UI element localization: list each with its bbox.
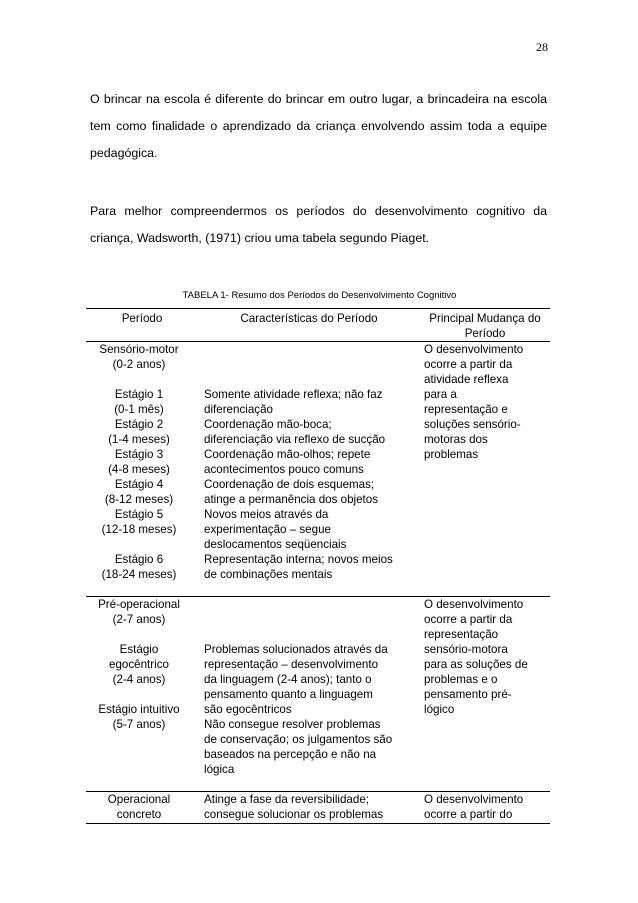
stage-line: Estágio 1 xyxy=(114,388,164,401)
mudanca-line: problemas e o xyxy=(424,673,498,686)
caracteristica-line: de combinações mentais xyxy=(204,568,333,581)
stage-line: Estágio 5 xyxy=(114,508,164,521)
mudanca-cell xyxy=(420,597,550,792)
caracteristica-line: diferenciação via reflexo de sucção xyxy=(204,433,386,446)
stage-line: Estágio intuitivo xyxy=(98,703,180,716)
caracteristica-line: da linguagem (2-4 anos); tanto o xyxy=(204,673,372,686)
periodo-title-line: Sensório-motor xyxy=(99,343,179,356)
caracteristica-line: Novos meios através da xyxy=(204,508,329,521)
cognitive-periods-table xyxy=(86,308,550,824)
stage-line: (18-24 meses) xyxy=(101,568,177,581)
header-periodo: Período xyxy=(86,309,198,342)
mudanca-line: problemas xyxy=(424,448,479,461)
caracteristica-line: lógica xyxy=(204,763,235,776)
caracteristica-line: Coordenação mão-olhos; repete xyxy=(204,448,371,461)
mudanca-line: para a xyxy=(424,388,457,401)
periodo-title-line: concreto xyxy=(116,808,162,821)
table-row-operacional-concreto xyxy=(86,792,550,824)
periodo-cell xyxy=(86,792,198,824)
mudanca-line: O desenvolvimento xyxy=(424,793,524,806)
caracteristica-line: experimentação – segue xyxy=(204,523,331,536)
caracteristica-line: deslocamentos seqüenciais xyxy=(204,538,347,551)
table-caption: TABELA 1- Resumo dos Períodos do Desenvolvimento Cognitivo xyxy=(182,290,457,301)
caracteristica-line: consegue solucionar os problemas xyxy=(204,808,384,821)
mudanca-line: para as soluções de xyxy=(424,658,528,671)
caracteristica-line: Atinge a fase da reversibilidade; xyxy=(204,793,369,806)
header-principal-mudanca: Principal Mudança do Período xyxy=(420,309,550,342)
mudanca-line: ocorre a partir do xyxy=(424,808,513,821)
caracteristica-line: Não consegue resolver problemas xyxy=(204,718,381,731)
mudanca-line: ocorre a partir da xyxy=(424,358,513,371)
stage-line: (12-18 meses) xyxy=(101,523,177,536)
periodo-title-line: Pré-operacional xyxy=(98,598,180,611)
caracteristica-line: são egocêntricos xyxy=(204,703,292,716)
periodo-cell xyxy=(86,597,198,792)
header-caracteristicas: Características do Período xyxy=(198,309,420,342)
stage-line: Estágio xyxy=(119,643,159,656)
caracteristica-line: representação – desenvolvimento xyxy=(204,658,379,671)
stage-line: Estágio 6 xyxy=(114,553,164,566)
caracteristica-line: de conservação; os julgamentos são xyxy=(204,733,393,746)
caracteristica-line: acontecimentos pouco comuns xyxy=(204,463,364,476)
caracteristica-line: Representação interna; novos meios xyxy=(204,553,393,566)
caracteristica-line: pensamento quanto a linguagem xyxy=(204,688,373,701)
caracteristica-line: Problemas solucionados através da xyxy=(204,643,388,656)
paragraph-table-reference: Para melhor compreendermos os períodos do desenvolvimento cognitivo da criança, Wadsworth, (1971) criou uma tabela segundo Piaget. xyxy=(90,204,547,245)
table-row-pre-operacional xyxy=(86,597,550,792)
stage-line: egocêntrico xyxy=(109,658,169,671)
caracteristicas-cell xyxy=(198,342,420,597)
mudanca-line: representação xyxy=(424,628,499,641)
mudanca-line: representação e xyxy=(424,403,508,416)
stage-line: Estágio 4 xyxy=(114,478,164,491)
stage-line: (5-7 anos) xyxy=(112,718,166,731)
mudanca-line: O desenvolvimento xyxy=(424,598,524,611)
periodo-cell xyxy=(86,342,198,597)
mudanca-line: soluções sensório- xyxy=(424,418,521,431)
stage-line: Estágio 2 xyxy=(114,418,164,431)
mudanca-line: O desenvolvimento xyxy=(424,343,524,356)
mudanca-line: atividade reflexa xyxy=(424,373,509,386)
caracteristicas-cell xyxy=(198,792,420,824)
periodo-title-line: Operacional xyxy=(107,793,171,806)
mudanca-line: ocorre a partir da xyxy=(424,613,513,626)
caracteristicas-cell xyxy=(198,597,420,792)
mudanca-line: lógico xyxy=(424,703,455,716)
stage-line: (8-12 meses) xyxy=(104,493,174,506)
caracteristica-line: diferenciação xyxy=(204,403,273,416)
caracteristica-line: Coordenação mão-boca; xyxy=(204,418,332,431)
periodo-title-line: (2-7 anos) xyxy=(112,613,166,626)
mudanca-line: sensório-motora xyxy=(424,643,508,656)
mudanca-line: motoras dos xyxy=(424,433,488,446)
paragraph-intro: O brincar na escola é diferente do brincar em outro lugar, a brincadeira na escola tem como finalidade o aprendizado da criança envolvendo assim toda a equipe pedagógica. xyxy=(90,92,547,160)
caracteristica-line: Somente atividade reflexa; não faz xyxy=(204,388,383,401)
stage-line: (2-4 anos) xyxy=(112,673,166,686)
caracteristica-line: atinge a permanência dos objetos xyxy=(204,493,379,506)
table-row-sensorio-motor xyxy=(86,342,550,597)
caracteristica-line: baseados na percepção e não na xyxy=(204,748,377,761)
stage-line: (1-4 meses) xyxy=(108,433,170,446)
table-header-row xyxy=(86,309,550,342)
stage-line: (0-1 mês) xyxy=(114,403,164,416)
mudanca-cell xyxy=(420,342,550,597)
caracteristica-line: Coordenação de dois esquemas; xyxy=(204,478,375,491)
stage-line: (4-8 meses) xyxy=(108,463,170,476)
stage-line: Estágio 3 xyxy=(114,448,164,461)
periodo-title-line: (0-2 anos) xyxy=(112,358,166,371)
mudanca-cell xyxy=(420,792,550,824)
page-number: 28 xyxy=(536,40,548,54)
mudanca-line: pensamento pré- xyxy=(424,688,512,701)
